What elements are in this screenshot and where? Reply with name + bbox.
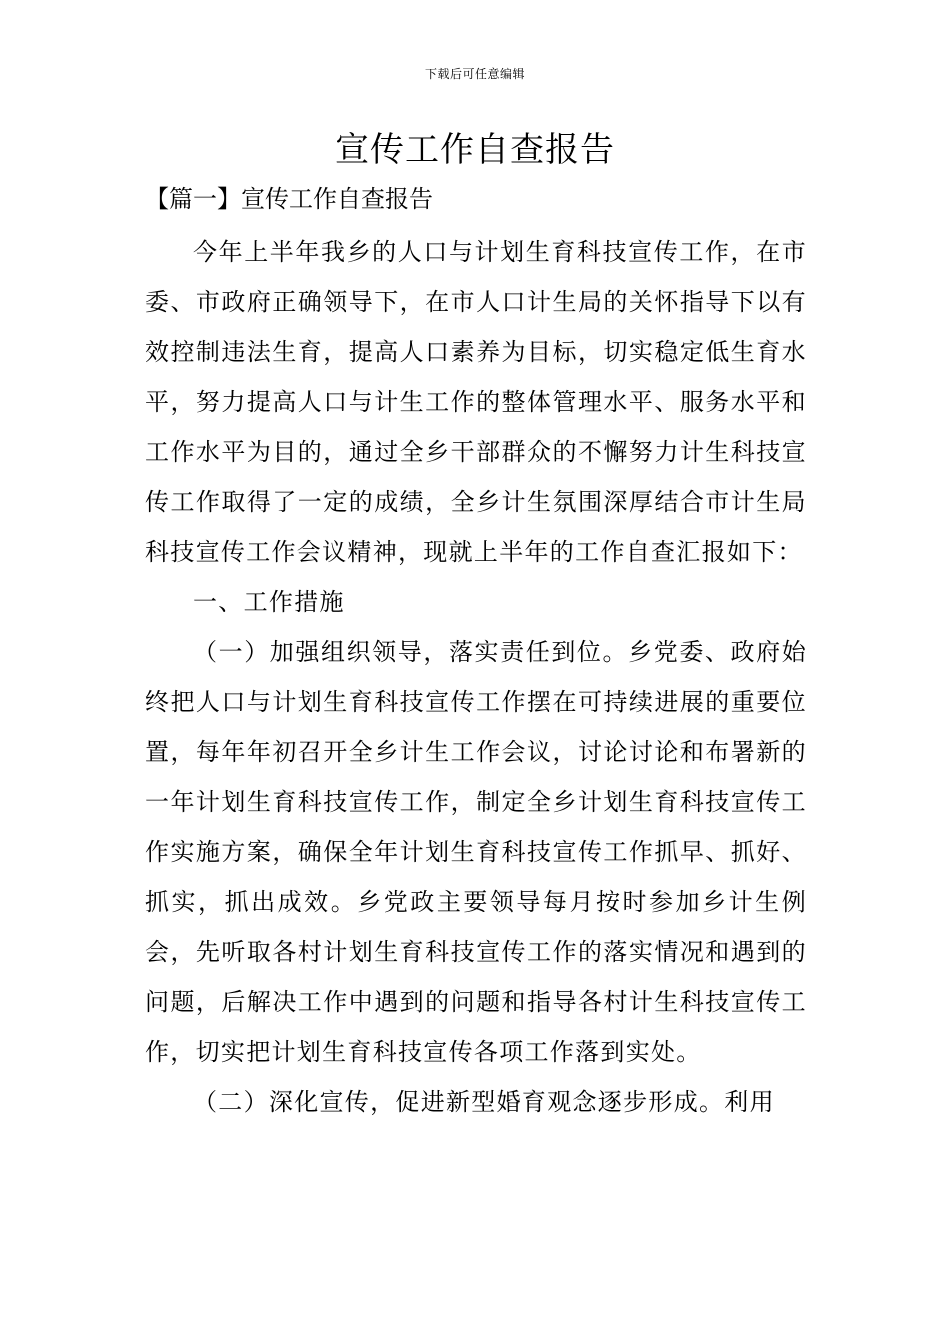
paragraph-heading-measures: 一、工作措施	[193, 588, 345, 616]
document-body	[145, 227, 807, 1127]
section-heading: 【篇一】宣传工作自查报告	[145, 185, 433, 213]
document-title: 宣传工作自查报告	[335, 130, 615, 170]
paragraph-publicity: （二）深化宣传，促进新型婚育观念逐步形成。利用	[193, 1088, 775, 1116]
paragraph-organization: （一）加强组织领导，落实责任到位。乡党委、政府始终把人口与计划生育科技宣传工作摆在可持续进展的重要位置，每年年初召开全乡计生工作会议，讨论讨论和布署新的一年计划生育科技宣传工作，制定全乡计划生育科技宣传工作实施方案，确保全年计划生育科技宣传工作抓早、抓好、抓实，抓出成效。乡党政主要领导每月按时参加乡计生例会，先听取各村计划生育科技宣传工作的落实情况和遇到的问题，后解决工作中遇到的问题和指导各村计生科技宣传工作，切实把计划生育科技宣传各项工作落到实处。	[145, 638, 807, 1066]
header-note: 下载后可任意编辑	[424, 67, 525, 81]
paragraph-intro: 今年上半年我乡的人口与计划生育科技宣传工作，在市委、市政府正确领导下，在市人口计生局的关怀指导下以有效控制违法生育，提高人口素养为目标，切实稳定低生育水平，努力提高人口与计生工作的整体管理水平、服务水平和工作水平为目的，通过全乡干部群众的不懈努力计生科技宣传工作取得了一定的成绩，全乡计生氛围深厚结合市计生局科技宣传工作会议精神，现就上半年的工作自查汇报如下：	[145, 238, 807, 566]
